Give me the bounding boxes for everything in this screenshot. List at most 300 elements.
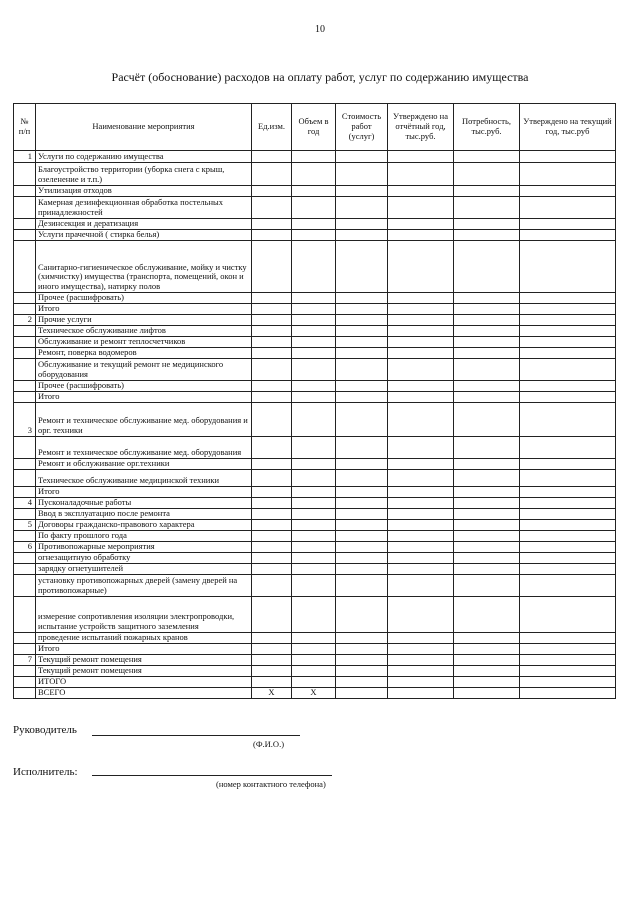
- row-unit: [252, 437, 292, 459]
- row-name: Ремонт и техническое обслуживание мед. оборудования: [36, 437, 252, 459]
- row-need: [454, 437, 520, 459]
- row-approved-reporting: [388, 520, 454, 531]
- row-approved-reporting: [388, 644, 454, 655]
- row-approved-reporting: [388, 487, 454, 498]
- row-number: [14, 381, 36, 392]
- row-approved-reporting: [388, 151, 454, 163]
- row-approved-current: [520, 498, 616, 509]
- row-approved-current: [520, 304, 616, 315]
- row-number: [14, 644, 36, 655]
- expenses-table: [13, 103, 616, 699]
- row-need: [454, 304, 520, 315]
- row-name: Пусконаладочные работы: [36, 498, 252, 509]
- row-cost: [336, 241, 388, 293]
- row-approved-current: [520, 509, 616, 520]
- table-row: [14, 520, 616, 531]
- row-number: 6: [14, 542, 36, 553]
- row-need: [454, 151, 520, 163]
- row-volume: [292, 403, 336, 437]
- row-approved-current: [520, 688, 616, 699]
- row-unit: [252, 498, 292, 509]
- row-approved-reporting: [388, 403, 454, 437]
- row-volume: [292, 597, 336, 633]
- row-cost: [336, 348, 388, 359]
- row-name: проведение испытаний пожарных кранов: [36, 633, 252, 644]
- row-approved-reporting: [388, 459, 454, 470]
- row-approved-reporting: [388, 230, 454, 241]
- row-cost: [336, 151, 388, 163]
- row-volume: [292, 575, 336, 597]
- header-need: Потребность, тыс.руб.: [454, 104, 520, 151]
- row-unit: [252, 564, 292, 575]
- row-cost: [336, 403, 388, 437]
- row-name: По факту прошлого года: [36, 531, 252, 542]
- row-approved-reporting: [388, 348, 454, 359]
- row-approved-reporting: [388, 381, 454, 392]
- row-cost: [336, 688, 388, 699]
- row-volume: [292, 498, 336, 509]
- executor-signature-line: [92, 775, 332, 776]
- row-name: измерение сопротивления изоляции электропроводки, испытание устройств защитного заземления: [36, 597, 252, 633]
- row-volume: [292, 487, 336, 498]
- row-name: Ремонт, поверка водомеров: [36, 348, 252, 359]
- row-number: 2: [14, 315, 36, 326]
- row-cost: [336, 597, 388, 633]
- row-unit: [252, 542, 292, 553]
- row-approved-current: [520, 655, 616, 666]
- row-name: зарядку огнетушителей: [36, 564, 252, 575]
- row-name: Ввод в эксплуатацию после ремонта: [36, 509, 252, 520]
- executor-caption: (номер контактного телефона): [216, 779, 326, 789]
- row-number: 1: [14, 151, 36, 163]
- row-need: [454, 197, 520, 219]
- table-row: [14, 531, 616, 542]
- row-name: Текущий ремонт помещения: [36, 655, 252, 666]
- table-row: [14, 230, 616, 241]
- table-row: [14, 337, 616, 348]
- row-name: Прочее (расшифровать): [36, 293, 252, 304]
- row-name: Утилизация отходов: [36, 186, 252, 197]
- row-number: [14, 293, 36, 304]
- row-need: [454, 359, 520, 381]
- row-name: Ремонт и техническое обслуживание мед. оборудования и орг. техники: [36, 403, 252, 437]
- row-number: [14, 688, 36, 699]
- table-row: [14, 315, 616, 326]
- row-volume: [292, 470, 336, 487]
- row-number: [14, 241, 36, 293]
- row-approved-reporting: [388, 688, 454, 699]
- row-approved-current: [520, 633, 616, 644]
- row-need: [454, 531, 520, 542]
- row-number: [14, 230, 36, 241]
- row-unit: [252, 197, 292, 219]
- table-row: [14, 487, 616, 498]
- row-cost: [336, 219, 388, 230]
- row-need: [454, 459, 520, 470]
- row-unit: [252, 315, 292, 326]
- row-name: Договоры гражданско-правового характера: [36, 520, 252, 531]
- table-row: [14, 633, 616, 644]
- row-unit: [252, 230, 292, 241]
- row-approved-reporting: [388, 597, 454, 633]
- row-volume: [292, 520, 336, 531]
- table-body: [14, 151, 616, 699]
- row-need: [454, 241, 520, 293]
- row-unit: [252, 487, 292, 498]
- row-unit: [252, 597, 292, 633]
- row-volume: [292, 381, 336, 392]
- row-approved-current: [520, 677, 616, 688]
- row-volume: [292, 437, 336, 459]
- row-need: [454, 315, 520, 326]
- row-need: [454, 487, 520, 498]
- page-number: 10: [315, 24, 325, 35]
- row-name: Санитарно-гигиеническое обслуживание, мойку и чистку (химчистку) имущества (транспорта, помещений, окон и иного имущества), натирку полов: [36, 241, 252, 293]
- row-cost: [336, 520, 388, 531]
- row-unit: [252, 186, 292, 197]
- table-row: [14, 403, 616, 437]
- row-need: [454, 337, 520, 348]
- row-name: установку противопожарных дверей (замену дверей на противопожарные): [36, 575, 252, 597]
- row-number: [14, 348, 36, 359]
- table-row: [14, 392, 616, 403]
- row-name: ИТОГО: [36, 677, 252, 688]
- row-need: [454, 163, 520, 186]
- row-approved-reporting: [388, 241, 454, 293]
- row-volume: [292, 151, 336, 163]
- row-name: Ремонт и обслуживание орг.техники: [36, 459, 252, 470]
- row-number: 7: [14, 655, 36, 666]
- row-need: [454, 575, 520, 597]
- row-name: Итого: [36, 487, 252, 498]
- row-unit: Х: [252, 688, 292, 699]
- row-number: 3: [14, 403, 36, 437]
- row-approved-reporting: [388, 163, 454, 186]
- row-approved-current: [520, 348, 616, 359]
- table-row: [14, 151, 616, 163]
- row-approved-current: [520, 553, 616, 564]
- row-approved-current: [520, 666, 616, 677]
- row-need: [454, 392, 520, 403]
- row-number: [14, 163, 36, 186]
- executor-label: Исполнитель:: [13, 766, 78, 778]
- row-volume: [292, 337, 336, 348]
- table-row: [14, 553, 616, 564]
- row-approved-reporting: [388, 509, 454, 520]
- row-unit: [252, 553, 292, 564]
- row-need: [454, 688, 520, 699]
- row-name: Противопожарные мероприятия: [36, 542, 252, 553]
- row-volume: [292, 509, 336, 520]
- row-volume: [292, 542, 336, 553]
- row-unit: [252, 509, 292, 520]
- table-row: [14, 197, 616, 219]
- row-volume: [292, 163, 336, 186]
- row-approved-reporting: [388, 315, 454, 326]
- row-cost: [336, 509, 388, 520]
- row-unit: [252, 359, 292, 381]
- table-row: [14, 241, 616, 293]
- row-cost: [336, 542, 388, 553]
- row-volume: [292, 666, 336, 677]
- table-row: [14, 381, 616, 392]
- row-approved-reporting: [388, 575, 454, 597]
- row-approved-reporting: [388, 542, 454, 553]
- row-unit: [252, 304, 292, 315]
- table-row: [14, 470, 616, 487]
- row-approved-current: [520, 315, 616, 326]
- row-approved-current: [520, 326, 616, 337]
- header-volume: Объем в год: [292, 104, 336, 151]
- row-unit: [252, 241, 292, 293]
- row-need: [454, 509, 520, 520]
- row-volume: [292, 230, 336, 241]
- row-unit: [252, 326, 292, 337]
- header-name: Наименование мероприятия: [36, 104, 252, 151]
- row-cost: [336, 392, 388, 403]
- row-cost: [336, 186, 388, 197]
- row-number: [14, 575, 36, 597]
- row-volume: [292, 633, 336, 644]
- row-name: Камерная дезинфекционная обработка постельных принадлежностей: [36, 197, 252, 219]
- row-name: Итого: [36, 304, 252, 315]
- row-number: [14, 459, 36, 470]
- row-number: [14, 437, 36, 459]
- row-approved-current: [520, 219, 616, 230]
- row-need: [454, 403, 520, 437]
- row-approved-current: [520, 392, 616, 403]
- row-unit: [252, 151, 292, 163]
- row-cost: [336, 575, 388, 597]
- row-number: [14, 197, 36, 219]
- row-approved-reporting: [388, 437, 454, 459]
- row-name: Прочие услуги: [36, 315, 252, 326]
- row-unit: [252, 677, 292, 688]
- row-need: [454, 470, 520, 487]
- row-approved-reporting: [388, 304, 454, 315]
- row-unit: [252, 666, 292, 677]
- row-volume: [292, 359, 336, 381]
- row-volume: [292, 241, 336, 293]
- row-need: [454, 666, 520, 677]
- header-approved-reporting: Утверждено на отчётный год, тыс.руб.: [388, 104, 454, 151]
- row-approved-reporting: [388, 655, 454, 666]
- row-volume: [292, 459, 336, 470]
- row-volume: [292, 326, 336, 337]
- row-cost: [336, 677, 388, 688]
- row-approved-reporting: [388, 197, 454, 219]
- table-row: [14, 437, 616, 459]
- row-volume: [292, 304, 336, 315]
- row-approved-reporting: [388, 359, 454, 381]
- row-need: [454, 542, 520, 553]
- row-approved-reporting: [388, 186, 454, 197]
- row-cost: [336, 487, 388, 498]
- table-row: [14, 666, 616, 677]
- head-signature-line: [92, 735, 300, 736]
- row-number: [14, 219, 36, 230]
- row-cost: [336, 437, 388, 459]
- row-unit: [252, 293, 292, 304]
- table-row: [14, 293, 616, 304]
- row-approved-current: [520, 520, 616, 531]
- row-volume: [292, 186, 336, 197]
- row-approved-current: [520, 230, 616, 241]
- row-name: Итого: [36, 644, 252, 655]
- row-need: [454, 381, 520, 392]
- table-row: [14, 564, 616, 575]
- row-number: [14, 359, 36, 381]
- table-row: [14, 542, 616, 553]
- table-row: [14, 186, 616, 197]
- row-volume: [292, 644, 336, 655]
- table-header-row: [14, 104, 616, 151]
- row-approved-current: [520, 531, 616, 542]
- row-number: [14, 509, 36, 520]
- row-cost: [336, 230, 388, 241]
- row-approved-current: [520, 470, 616, 487]
- row-cost: [336, 633, 388, 644]
- row-volume: [292, 392, 336, 403]
- row-number: [14, 392, 36, 403]
- row-approved-reporting: [388, 677, 454, 688]
- row-need: [454, 230, 520, 241]
- row-approved-reporting: [388, 326, 454, 337]
- table-row: [14, 498, 616, 509]
- table-row: [14, 348, 616, 359]
- row-volume: [292, 655, 336, 666]
- row-cost: [336, 459, 388, 470]
- row-cost: [336, 644, 388, 655]
- row-number: [14, 564, 36, 575]
- row-volume: [292, 677, 336, 688]
- row-approved-current: [520, 151, 616, 163]
- row-name: Услуги по содержанию имущества: [36, 151, 252, 163]
- row-volume: [292, 348, 336, 359]
- row-volume: [292, 553, 336, 564]
- head-label: Руководитель: [13, 724, 77, 736]
- row-name: Итого: [36, 392, 252, 403]
- row-volume: [292, 531, 336, 542]
- row-need: [454, 219, 520, 230]
- row-need: [454, 553, 520, 564]
- row-approved-reporting: [388, 392, 454, 403]
- table-row: [14, 163, 616, 186]
- row-number: [14, 597, 36, 633]
- row-cost: [336, 315, 388, 326]
- row-need: [454, 597, 520, 633]
- head-caption: (Ф.И.О.): [253, 739, 285, 749]
- row-cost: [336, 553, 388, 564]
- row-name: Техническое обслуживание медицинской техники: [36, 470, 252, 487]
- header-approved-current: Утверждено на текущий год, тыс.руб: [520, 104, 616, 151]
- row-cost: [336, 197, 388, 219]
- row-number: 5: [14, 520, 36, 531]
- row-number: [14, 666, 36, 677]
- table-row: [14, 597, 616, 633]
- row-approved-reporting: [388, 219, 454, 230]
- row-need: [454, 326, 520, 337]
- row-cost: [336, 655, 388, 666]
- row-name: Текущий ремонт помещения: [36, 666, 252, 677]
- row-name: Прочее (расшифровать): [36, 381, 252, 392]
- row-name: огнезащитную обработку: [36, 553, 252, 564]
- row-name: Дезинсекция и дератизация: [36, 219, 252, 230]
- row-name: Техническое обслуживание лифтов: [36, 326, 252, 337]
- row-approved-reporting: [388, 564, 454, 575]
- row-volume: [292, 293, 336, 304]
- row-number: [14, 677, 36, 688]
- header-cost: Стоимость работ (услуг): [336, 104, 388, 151]
- row-number: [14, 470, 36, 487]
- row-approved-reporting: [388, 470, 454, 487]
- row-approved-current: [520, 359, 616, 381]
- row-cost: [336, 470, 388, 487]
- row-approved-current: [520, 487, 616, 498]
- row-approved-reporting: [388, 293, 454, 304]
- table-row: [14, 459, 616, 470]
- row-unit: [252, 381, 292, 392]
- row-number: [14, 553, 36, 564]
- row-cost: [336, 326, 388, 337]
- row-approved-current: [520, 403, 616, 437]
- row-unit: [252, 337, 292, 348]
- row-approved-current: [520, 241, 616, 293]
- row-approved-current: [520, 197, 616, 219]
- row-approved-current: [520, 644, 616, 655]
- table-row: [14, 326, 616, 337]
- row-cost: [336, 337, 388, 348]
- row-need: [454, 655, 520, 666]
- row-approved-reporting: [388, 553, 454, 564]
- document-title: Расчёт (обоснование) расходов на оплату работ, услуг по содержанию имущества: [111, 70, 529, 84]
- row-unit: [252, 531, 292, 542]
- row-volume: [292, 315, 336, 326]
- table-row: [14, 304, 616, 315]
- row-unit: [252, 348, 292, 359]
- row-volume: [292, 564, 336, 575]
- row-approved-reporting: [388, 633, 454, 644]
- row-number: [14, 531, 36, 542]
- row-cost: [336, 564, 388, 575]
- row-approved-current: [520, 163, 616, 186]
- header-number: № п/п: [14, 104, 36, 151]
- row-unit: [252, 219, 292, 230]
- row-unit: [252, 633, 292, 644]
- row-unit: [252, 644, 292, 655]
- row-need: [454, 564, 520, 575]
- row-unit: [252, 575, 292, 597]
- row-cost: [336, 304, 388, 315]
- row-name: ВСЕГО: [36, 688, 252, 699]
- row-unit: [252, 470, 292, 487]
- row-approved-current: [520, 437, 616, 459]
- row-approved-current: [520, 597, 616, 633]
- row-number: 4: [14, 498, 36, 509]
- row-approved-current: [520, 337, 616, 348]
- row-need: [454, 293, 520, 304]
- row-name: Благоустройство территории (уборка снега с крыш, озеленение и т.п.): [36, 163, 252, 186]
- row-volume: Х: [292, 688, 336, 699]
- row-volume: [292, 197, 336, 219]
- table-row: [14, 655, 616, 666]
- row-cost: [336, 498, 388, 509]
- row-cost: [336, 666, 388, 677]
- row-cost: [336, 381, 388, 392]
- row-need: [454, 644, 520, 655]
- row-number: [14, 304, 36, 315]
- row-approved-reporting: [388, 498, 454, 509]
